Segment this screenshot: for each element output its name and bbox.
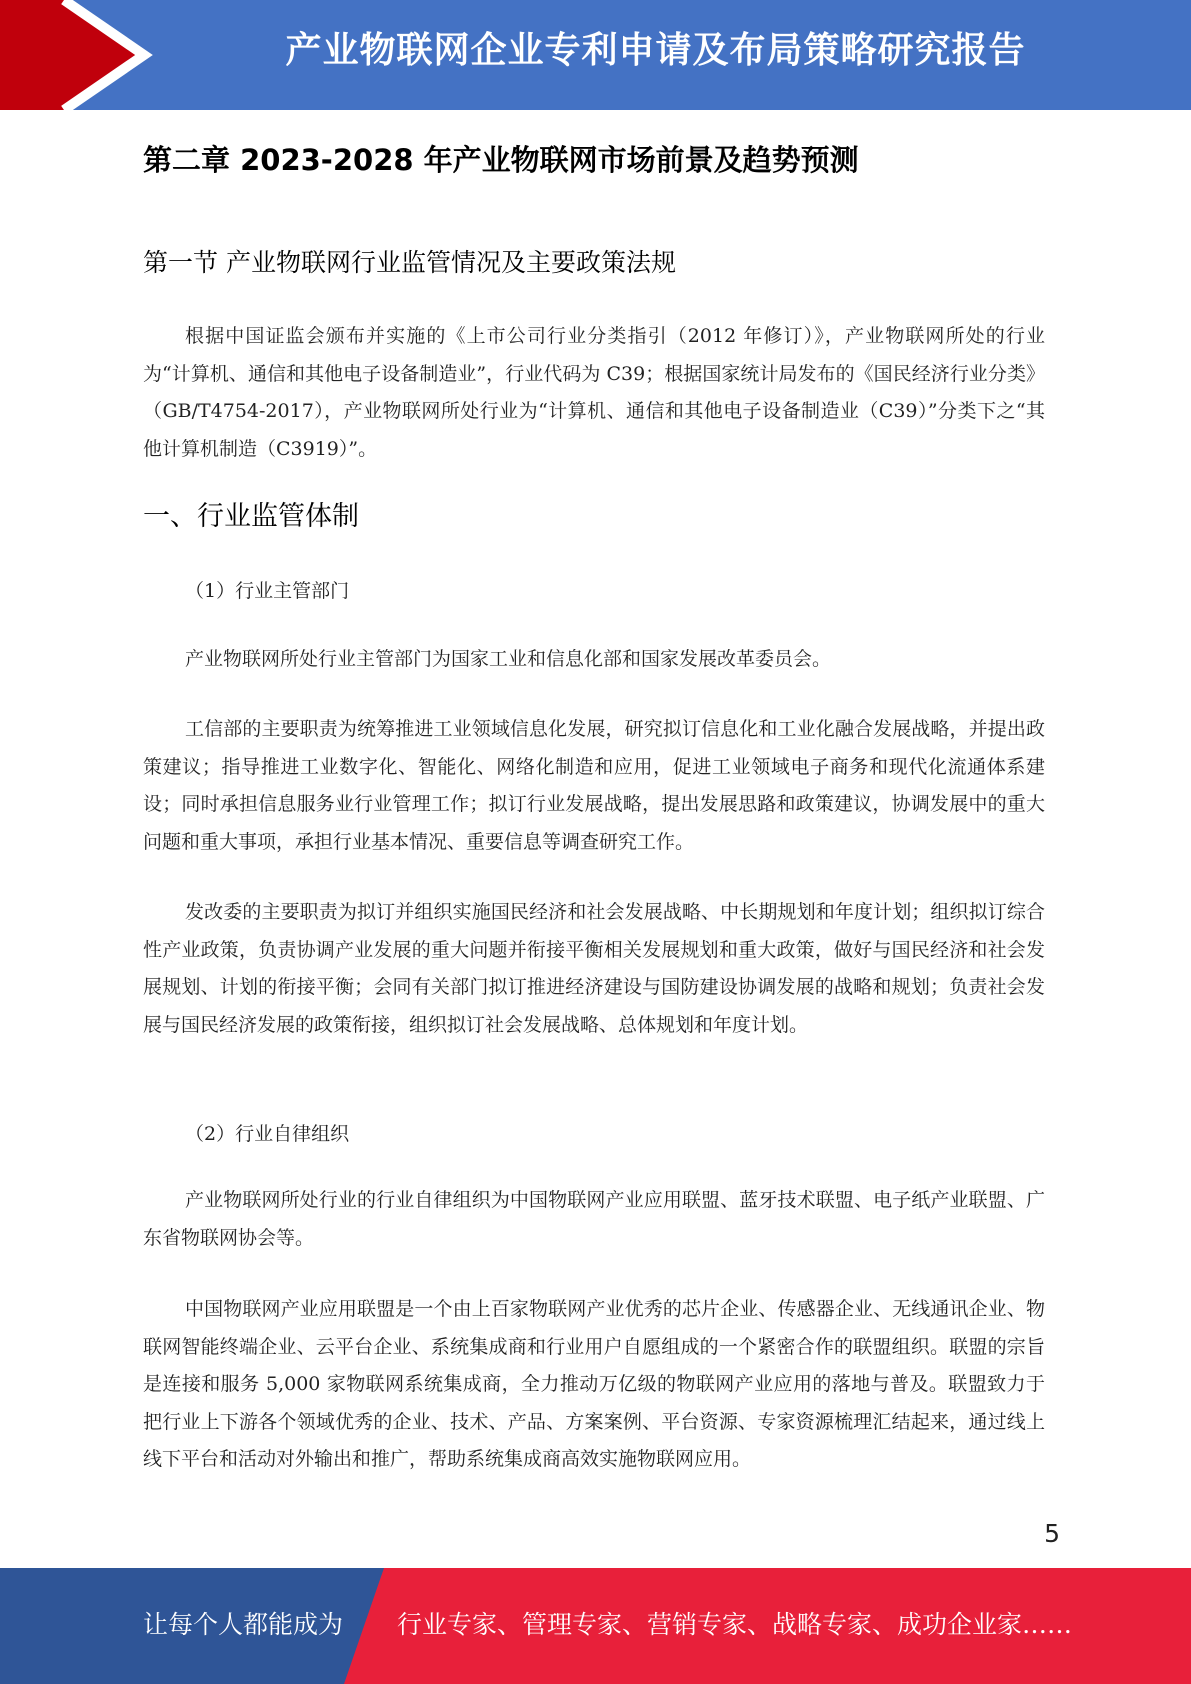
header-banner	[0, 0, 1191, 110]
paragraph-miit-duties: 工信部的主要职责为统筹推进工业领域信息化发展，研究拟订信息化和工业化融合发展战略，并提出政策建议；指导推进工业数字化、智能化、网络化制造和应用，促进工业领域电子商务和现代化流通体系建设；同时承担信息服务业行业管理工作；拟订行业发展战略，提出发展思路和政策建议，协调发展中的重大问题和重大事项，承担行业基本情况、重要信息等调查研究工作。	[143, 718, 1045, 853]
paragraph-iot-alliance: 中国物联网产业应用联盟是一个由上百家物联网产业优秀的芯片企业、传感器企业、无线通讯企业、物联网智能终端企业、云平台企业、系统集成商和行业用户自愿组成的一个紧密合作的联盟组织。联盟的宗旨是连接和服务 5,000 家物联网系统集成商，全力推动万亿级的物联网产业应用的落地与普及。联盟致力于把行业上下游各个领域优秀的企业、技术、产品、方案案例、平台资源、专家资源梳理汇结起来，通过线上线下平台和活动对外输出和推广，帮助系统集成商高效实施物联网应用。	[143, 1298, 1045, 1470]
item-label-regulator: （1）行业主管部门	[185, 580, 350, 602]
header-chevron-graphic	[0, 0, 160, 110]
paragraph-self-regulatory-overview: 产业物联网所处行业的行业自律组织为中国物联网产业应用联盟、蓝牙技术联盟、电子纸产业联盟、广东省物联网协会等。	[143, 1189, 1045, 1249]
footer-slogan-left: 让每个人都能成为	[143, 1610, 344, 1639]
footer-banner	[0, 1568, 1191, 1684]
subsection-title: 一、行业监管体制	[143, 501, 359, 532]
paragraph-regulator-overview: 产业物联网所处行业主管部门为国家工业和信息化部和国家发展改革委员会。	[185, 648, 832, 670]
page-number: 5	[1044, 1519, 1060, 1548]
footer-slogan-right: 行业专家、管理专家、营销专家、战略专家、成功企业家……	[397, 1610, 1073, 1639]
intro-paragraph: 根据中国证监会颁布并实施的《上市公司行业分类指引（2012 年修订）》，产业物联网所处的行业为“计算机、通信和其他电子设备制造业”，行业代码为 C39；根据国家统计局发布的《国民经济行业分类》（GB/T4754-2017），产业物联网所处行业为“计算机、通信和其他电子设备制造业（C39）”分类下之“其他计算机制造（C3919）”。	[143, 325, 1045, 460]
paragraph-ndrc-duties: 发改委的主要职责为拟订并组织实施国民经济和社会发展战略、中长期规划和年度计划；组织拟订综合性产业政策，负责协调产业发展的重大问题并衔接平衡相关发展规划和重大政策，做好与国民经济和社会发展规划、计划的衔接平衡；会同有关部门拟订推进经济建设与国防建设协调发展的战略和规划；负责社会发展与国民经济发展的政策衔接，组织拟订社会发展战略、总体规划和年度计划。	[143, 901, 1045, 1036]
section-title: 第一节 产业物联网行业监管情况及主要政策法规	[143, 248, 676, 277]
report-title: 产业物联网企业专利申请及布局策略研究报告	[285, 30, 1026, 71]
item-label-self-regulatory: （2）行业自律组织	[185, 1123, 350, 1145]
chapter-title: 第二章 2023-2028 年产业物联网市场前景及趋势预测	[143, 143, 859, 177]
